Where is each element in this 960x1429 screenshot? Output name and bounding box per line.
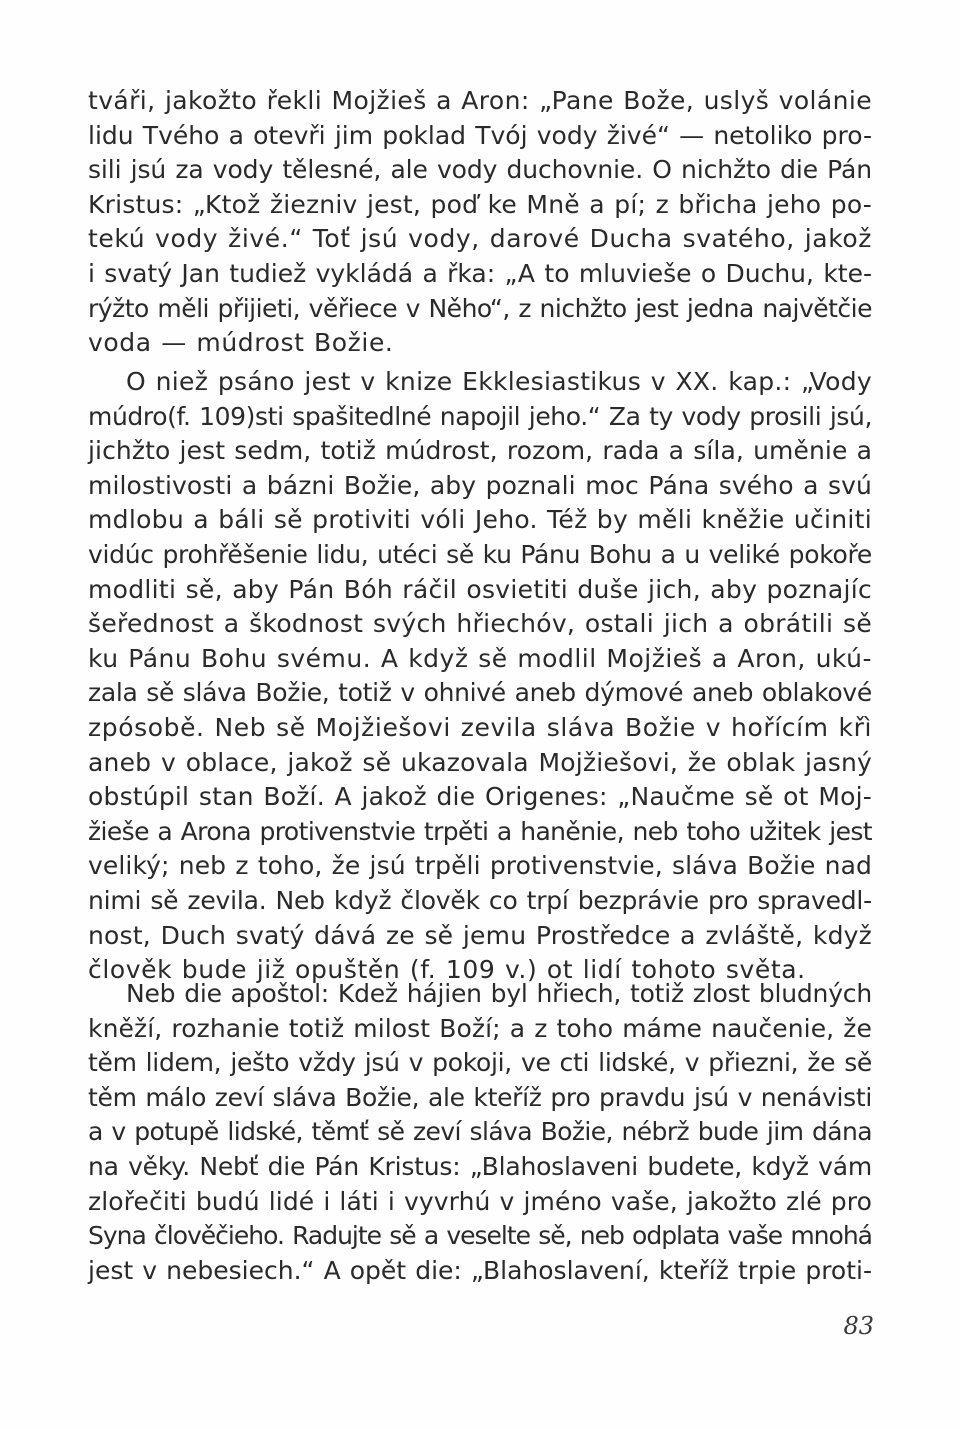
text-line: obstúpil stan Boží. A jakož die Origenes: „Naučme sě ot Moj- [88, 782, 872, 812]
text-line: jest v nebesiech.“ A opět die: „Blahoslavení, kteříž trpie proti- [88, 1255, 872, 1285]
text-line: mdlobu a báli sě protiviti vóli Jeho. Též by měli kněžie učiniti [88, 505, 872, 535]
text-line: milostivosti a bázni Božie, aby poznali moc Pána svého a svú [88, 470, 872, 500]
text-line: žieše a Arona protivenstvie trpěti a haněnie, neb toho užitek jest [88, 816, 872, 846]
text-line: jichžto jest sedm, totiž múdrost, rozom, rada a síla, uměnie a [88, 436, 872, 466]
text-line: zala sě sláva Božie, totiž v ohnivé aneb dýmové aneb oblakové [88, 678, 872, 708]
text-line: sili jsú za vody tělesné, ale vody duchovnie. O nichžto die Pán [88, 155, 872, 185]
text-line: veliký; neb z toho, že jsú trpěli protivenstvie, sláva Božie nad [88, 851, 872, 881]
text-line: člověk bude již opuštěn (f. 109 v.) ot lidí tohoto světa. [88, 955, 806, 985]
paragraph-2 [88, 365, 872, 988]
paragraph-3 [88, 977, 872, 1288]
text-line: vidúc prohřěšenie lidu, utéci sě ku Pánu Bohu a u veliké pokoře [88, 539, 872, 569]
text-line: lidu Tvého a otevři jim poklad Tvój vody živé“ — netoliko pro- [88, 120, 872, 150]
text-line: O niež psáno jest v knize Ekklesiastikus v XX. kap.: „Vody [126, 367, 872, 396]
text-line: kněží, rozhanie totiž milost Boží; a z toho máme naučenie, že [88, 1013, 872, 1043]
text-line: nimi sě zevila. Neb když člověk co trpí bezprávie pro spravedl- [88, 885, 872, 915]
text-line: těm lidem, ješto vždy jsú v pokoji, ve cti lidské, v přiezni, že sě [88, 1048, 872, 1078]
text-line: múdro(f. 109)sti spašitedlné napojil jeho.“ Za ty vody prosili jsú, [88, 401, 872, 431]
text-line: rýžto měli přijieti, věřiece v Něho“, z nichžto jest jedna najvětčie [88, 293, 872, 323]
text-line: Syna člověčieho. Radujte sě a veselte sě, neb odplata vaše mnohá [88, 1221, 872, 1251]
text-line: tváři, jakožto řekli Mojžieš a Aron: „Pane Bože, uslyš volánie [88, 86, 872, 115]
paragraph-1 [88, 84, 872, 361]
text-line: nost, Duch svatý dává ze sě jemu Prostředce a zvláště, když [88, 920, 872, 950]
text-line: modliti sě, aby Pán Bóh ráčil osvietiti duše jich, aby poznajíc [88, 574, 872, 604]
text-line: Neb die apoštol: Kdež hájien byl hřiech, totiž zlost bludných [126, 979, 872, 1008]
text-line: aneb v oblace, jakož sě ukazovala Mojžiešovi, že oblak jasný [88, 747, 872, 777]
text-line: ku Pánu Bohu svému. A když sě modlil Mojžieš a Aron, ukú- [88, 643, 872, 673]
page-number: 83 [843, 1312, 874, 1340]
text-line: zpósobě. Neb sě Mojžiešovi zevila sláva Božie v hořícím křì [88, 712, 872, 742]
text-line: zlořečiti budú lidé i láti i vyvrhú v jméno vaše, jakožto zlé pro [88, 1186, 872, 1216]
text-line: a v potupě lidské, těmť sě zeví sláva Božie, nébrž bude jim dána [88, 1117, 872, 1147]
text-line: voda — múdrost Božie. [88, 328, 394, 358]
text-line: tekú vody živé.“ Toť jsú vody, darové Ducha svatého, jakož [88, 224, 872, 254]
text-line: Kristus: „Ktož žiezniv jest, poď ke Mně a pí; z břicha jeho po- [88, 189, 872, 219]
text-line: šeřednost a škodnost svých hřiechóv, ostali jich a obrátili sě [88, 609, 872, 639]
text-line: těm málo zeví sláva Božie, ale kteříž pro pravdu jsú v nenávisti [88, 1082, 872, 1112]
text-line: na věky. Nebť die Pán Kristus: „Blahoslaveni budete, když vám [88, 1151, 872, 1181]
text-line: i svatý Jan tudiež vykládá a řka: „A to mluvieše o Duchu, kte- [88, 258, 872, 288]
